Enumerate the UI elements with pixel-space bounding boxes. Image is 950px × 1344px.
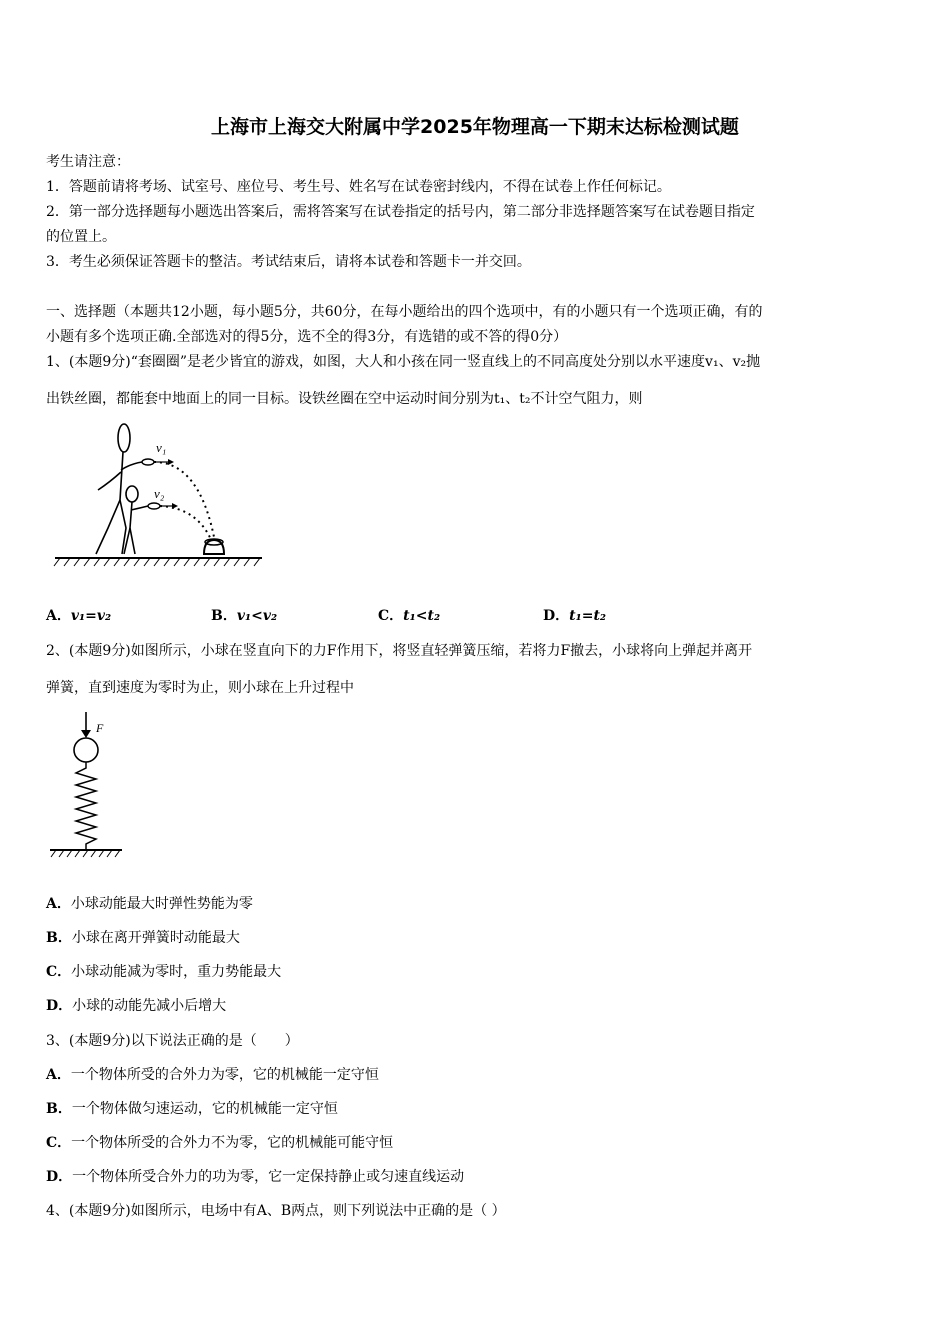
q3-stem: 3、(本题9分)以下说法正确的是（ ） xyxy=(46,1033,299,1049)
label-f: F xyxy=(96,721,104,735)
q1-option-d[interactable]: D．t₁=t₂ xyxy=(543,608,607,624)
q2-option-a[interactable]: A．小球动能最大时弹性势能为零 xyxy=(46,896,253,912)
q3-option-c[interactable]: C．一个物体所受的合外力不为零，它的机械能可能守恒 xyxy=(46,1135,394,1151)
section-heading-line-1: 一、选择题（本题共12小题，每小题5分，共60分，在每小题给出的四个选项中，有的小题只有一个选项正确，有的 xyxy=(46,304,763,320)
q1-option-c[interactable]: C．t₁<t₂ xyxy=(378,608,441,624)
q3-option-a[interactable]: A．一个物体所受的合外力为零，它的机械能一定守恒 xyxy=(46,1067,379,1083)
q3-option-d[interactable]: D．一个物体所受合外力的功为零，它一定保持静止或匀速直线运动 xyxy=(46,1169,465,1185)
section-heading-line-2: 小题有多个选项正确.全部选对的得5分，选不全的得3分，有选错的或不答的得0分） xyxy=(46,329,568,345)
notice-item-3: 3．考生必须保证答题卡的整洁。考试结束后，请将本试卷和答题卡一并交回。 xyxy=(46,254,531,270)
ring-toss-figure xyxy=(50,420,270,570)
q2-option-c[interactable]: C．小球动能减为零时，重力势能最大 xyxy=(46,964,282,980)
q2-stem-line-2: 弹簧，直到速度为零时为止，则小球在上升过程中 xyxy=(46,680,354,696)
q4-stem: 4、(本题9分)如图所示，电场中有A、B两点，则下列说法中正确的是（ ） xyxy=(46,1203,506,1219)
child-head xyxy=(126,486,138,502)
q3-option-b[interactable]: B．一个物体做匀速运动，它的机械能一定守恒 xyxy=(46,1101,338,1117)
notice-item-1: 1．答题前请将考场、试室号、座位号、考生号、姓名写在试卷密封线内，不得在试卷上作任何标记。 xyxy=(46,179,671,195)
ball xyxy=(74,738,98,762)
notice-item-2: 2．第一部分选择题每小题选出答案后，需将答案写在试卷指定的括号内，第二部分非选择题答案写在试卷题目指定 xyxy=(46,204,755,220)
page-title: 上海市上海交大附属中学2025年物理高一下期末达标检测试题 xyxy=(211,116,739,138)
spring xyxy=(76,762,96,850)
notice-item-2-cont: 的位置上。 xyxy=(46,229,116,245)
q1-option-b[interactable]: B．v₁<v₂ xyxy=(211,608,278,624)
spring-ball-figure xyxy=(48,710,128,865)
label-v1: v₁ xyxy=(156,440,167,455)
ring-adult xyxy=(142,459,154,465)
target-object xyxy=(204,540,224,554)
q1-stem-line-2: 出铁丝圈，都能套中地面上的同一目标。设铁丝圈在空中运动时间分别为t₁、t₂不计空气阻力，则 xyxy=(46,391,643,407)
q2-stem-line-1: 2、(本题9分)如图所示，小球在竖直向下的力F作用下，将竖直轻弹簧压缩，若将力F撤去，小球将向上弹起并离开 xyxy=(46,643,753,659)
q1-stem-line-1: 1、(本题9分)“套圈圈”是老少皆宜的游戏，如图，大人和小孩在同一竖直线上的不同高度处分别以水平速度v₁、v₂抛 xyxy=(46,354,761,370)
label-v2: v₂ xyxy=(154,486,165,501)
adult-head xyxy=(118,424,130,452)
notice-heading: 考生请注意： xyxy=(46,154,130,170)
q1-option-a[interactable]: A．v₁=v₂ xyxy=(46,608,112,624)
q2-option-d[interactable]: D．小球的动能先减小后增大 xyxy=(46,998,227,1014)
q2-option-b[interactable]: B．小球在离开弹簧时动能最大 xyxy=(46,930,240,946)
ring-child xyxy=(148,503,160,509)
